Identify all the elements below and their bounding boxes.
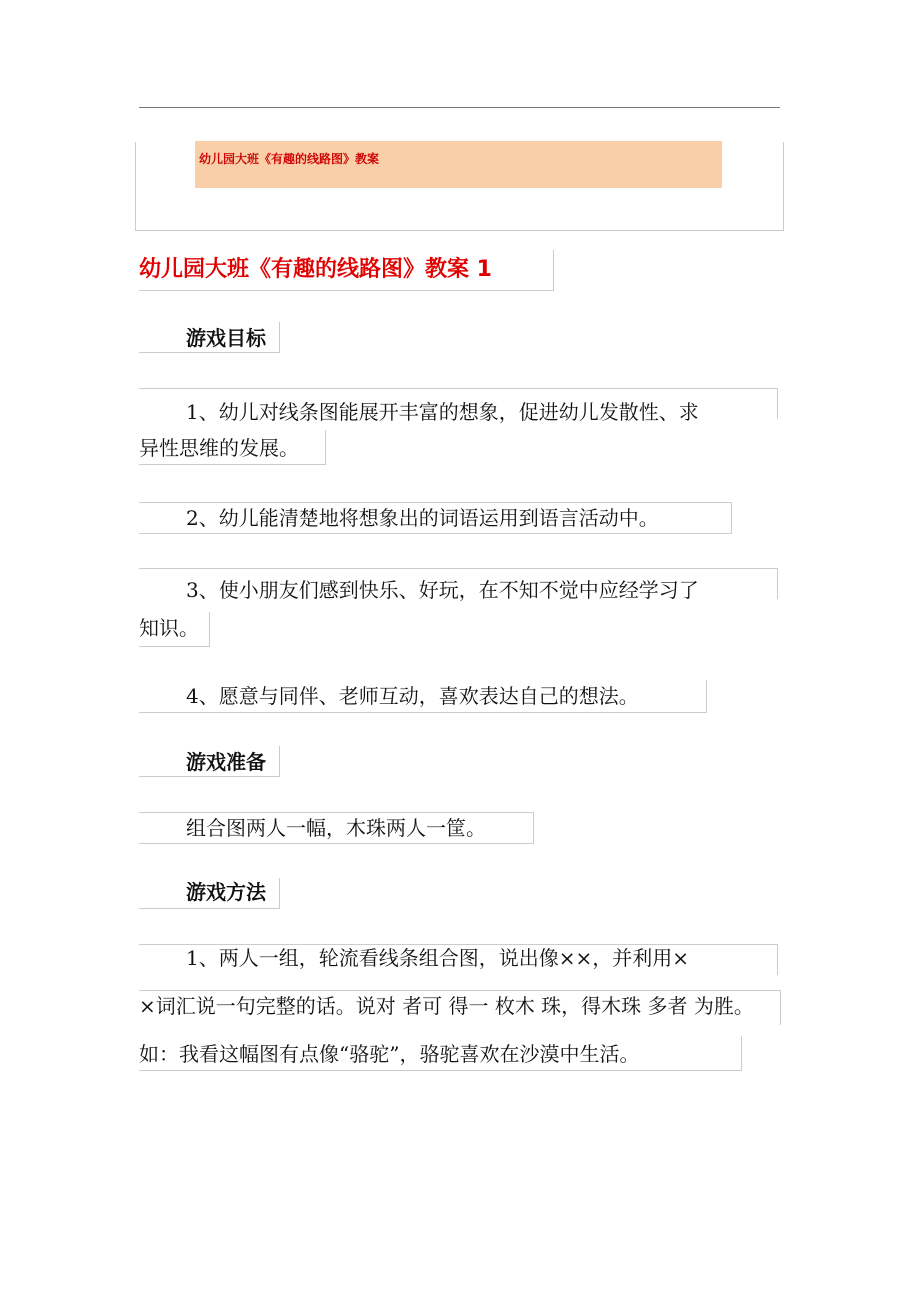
goal-2-line-1: 2、幼儿能清楚地将想象出的词语运用到语言活动中。: [186, 506, 659, 530]
section-heading-prep: 游戏准备: [186, 750, 266, 774]
goal-3-line-2: 知识。: [139, 616, 199, 640]
prep-1-line-1: 组合图两人一幅，木珠两人一筐。: [186, 816, 486, 840]
method-1-line-1: 1、两人一组，轮流看线条组合图，说出像××，并利用×: [186, 946, 689, 970]
section-heading-method: 游戏方法: [186, 880, 266, 904]
method-1-line-2: ×词汇说一句完整的话。说对 者可 得一 枚木 珠，得木珠 多者 为胜。: [139, 994, 754, 1018]
section-heading-goals: 游戏目标: [186, 326, 266, 350]
goal-1-line-1: 1、幼儿对线条图能展开丰富的想象，促进幼儿发散性、求: [186, 400, 699, 424]
top-rule: [139, 107, 780, 108]
goal-3-line-1: 3、使小朋友们感到快乐、好玩，在不知不觉中应经学习了: [186, 578, 699, 602]
method-1-line-3: 如：我看这幅图有点像“骆驼”，骆驼喜欢在沙漠中生活。: [139, 1042, 640, 1066]
goal-1-line-2: 异性思维的发展。: [139, 436, 299, 460]
header-banner-text: 幼儿园大班《有趣的线路图》教案: [199, 152, 380, 166]
document-title: 幼儿园大班《有趣的线路图》教案 1: [139, 257, 492, 282]
goal-4-line-1: 4、愿意与同伴、老师互动，喜欢表达自己的想法。: [186, 684, 639, 708]
